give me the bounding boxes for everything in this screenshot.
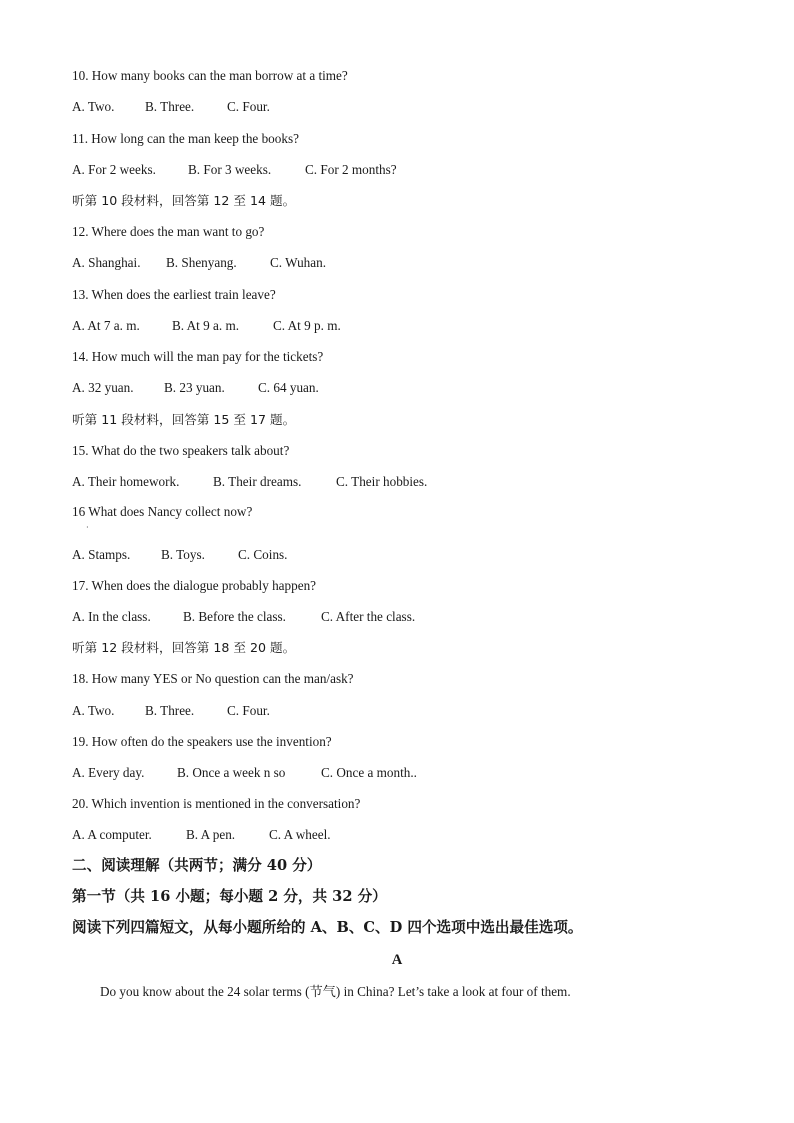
passage-label: A (391, 952, 403, 968)
part-title: 第一节（共 16 小题；每小题 2 分，共 32 分） (72, 888, 387, 905)
option-b: B. Their dreams. (213, 474, 302, 489)
options-10 (72, 99, 270, 115)
section-title: 二、阅读理解（共两节；满分 40 分） (72, 857, 322, 874)
option-c: C. Four. (227, 99, 270, 114)
option-c: C. Coins. (238, 547, 288, 562)
option-a: A. Their homework. (72, 474, 180, 489)
option-a: A. 32 yuan. (72, 380, 134, 395)
question-17: 17. When does the dialogue probably happen? (72, 578, 317, 593)
option-a: A. Every day. (72, 765, 145, 780)
option-a: A. Stamps. (72, 547, 131, 562)
option-b: B. 23 yuan. (164, 380, 225, 395)
options-15 (72, 474, 427, 490)
option-b: B. Toys. (161, 547, 205, 562)
question-12: 12. Where does the man want to go? (72, 224, 265, 239)
option-a: A. At 7 a. m. (72, 318, 140, 333)
option-b: B. Once a week n so (177, 765, 286, 780)
instruction-part-10: 听第 10 段材料，回答第 12 至 14 题。 (72, 193, 296, 208)
question-20: 20. Which invention is mentioned in the conversation? (72, 796, 361, 811)
options-14 (72, 380, 319, 396)
question-13: 13. When does the earliest train leave? (72, 287, 276, 302)
options-18 (72, 703, 270, 719)
option-c: C. After the class. (321, 609, 416, 624)
directions: 阅读下列四篇短文，从每小题所给的 A、B、C、D 四个选项中选出最佳选项。 (72, 919, 583, 936)
option-c: C. Wuhan. (270, 255, 327, 270)
options-16 (72, 547, 287, 563)
instruction-part-11: 听第 11 段材料，回答第 15 至 17 题。 (72, 412, 296, 427)
option-b: B. Before the class. (183, 609, 286, 624)
option-c: C. Four. (227, 703, 270, 718)
option-b: B. At 9 a. m. (172, 318, 240, 333)
option-b: B. Shenyang. (166, 255, 237, 270)
option-c: C. A wheel. (269, 827, 331, 842)
option-c: C. Their hobbies. (336, 474, 428, 489)
option-a: A. A computer. (72, 827, 152, 842)
option-b: B. Three. (145, 703, 195, 718)
stray-mark: · (86, 523, 89, 532)
option-b: B. Three. (145, 99, 195, 114)
option-a: A. Two. (72, 99, 115, 114)
option-a: A. Two. (72, 703, 115, 718)
option-c: C. 64 yuan. (258, 380, 319, 395)
option-c: C. At 9 p. m. (273, 318, 341, 333)
question-18: 18. How many YES or No question can the man/ask? (72, 671, 354, 686)
option-a: A. For 2 weeks. (72, 162, 156, 177)
question-14: 14. How much will the man pay for the tickets? (72, 349, 324, 364)
option-b: B. A pen. (186, 827, 236, 842)
options-17 (72, 609, 415, 625)
option-c: C. Once a month.. (321, 765, 417, 780)
question-11: 11. How long can the man keep the books? (72, 131, 299, 146)
option-c: C. For 2 months? (305, 162, 397, 177)
question-10: 10. How many books can the man borrow at a time? (72, 68, 348, 83)
options-20 (72, 827, 331, 843)
option-b: B. For 3 weeks. (188, 162, 272, 177)
instruction-part-12: 听第 12 段材料，回答第 18 至 20 题。 (72, 640, 296, 655)
question-19: 19. How often do the speakers use the invention? (72, 734, 332, 749)
options-19 (72, 765, 417, 781)
passage-first-sentence: Do you know about the 24 solar terms (节气) in China? Let’s take a look at four of them. (100, 984, 571, 999)
question-16: 16 What does Nancy collect now? (72, 504, 253, 519)
option-a: A. Shanghai. (72, 255, 141, 270)
option-a: A. In the class. (72, 609, 151, 624)
options-11 (72, 162, 397, 178)
question-15: 15. What do the two speakers talk about? (72, 443, 290, 458)
options-12 (72, 255, 326, 271)
options-13 (72, 318, 341, 334)
